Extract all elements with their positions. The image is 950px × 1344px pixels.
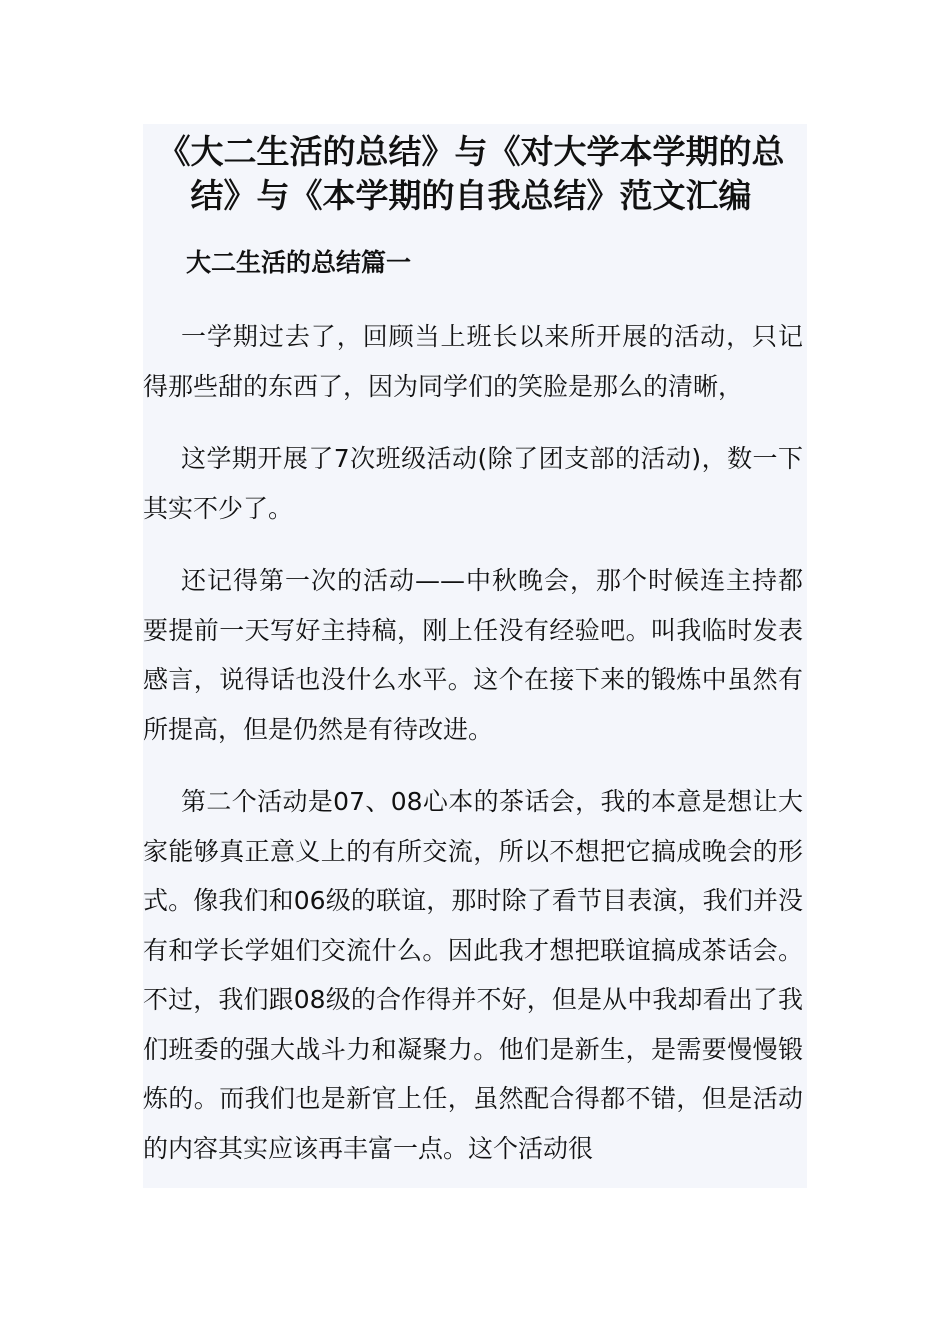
document-page xyxy=(143,124,807,1188)
document-title: 《大二生活的总结》与《对大学本学期的总结》与《本学期的自我总结》范文汇编 xyxy=(157,132,785,215)
paragraph-3: 还记得第一次的活动——中秋晚会，那个时候连主持都要提前一天写好主持稿，刚上任没有经验吧。叫我临时发表感言，说得话也没什么水平。这个在接下来的锻炼中虽然有所提高，但是仍然是有待改进。 xyxy=(143,566,803,744)
paragraph-1: 一学期过去了，回顾当上班长以来所开展的活动，只记得那些甜的东西了，因为同学们的笑脸是那么的清晰， xyxy=(143,322,803,401)
paragraph-4: 第二个活动是07、08心本的茶话会，我的本意是想让大家能够真正意义上的有所交流，所以不想把它搞成晚会的形式。像我们和06级的联谊，那时除了看节目表演，我们并没有和学长学姐们交流什么。因此我才想把联谊搞成茶话会。不过，我们跟08级的合作得并不好，但是从中我却看出了我们班委的强大战斗力和凝聚力。他们是新生，是需要慢慢锻炼的。而我们也是新官上任，虽然配合得都不错，但是活动的内容其实应该再丰富一点。这个活动很 xyxy=(143,787,803,1163)
section-heading: 大二生活的总结篇一 xyxy=(186,248,412,277)
paragraph-2: 这学期开展了7次班级活动(除了团支部的活动)，数一下其实不少了。 xyxy=(143,444,803,523)
